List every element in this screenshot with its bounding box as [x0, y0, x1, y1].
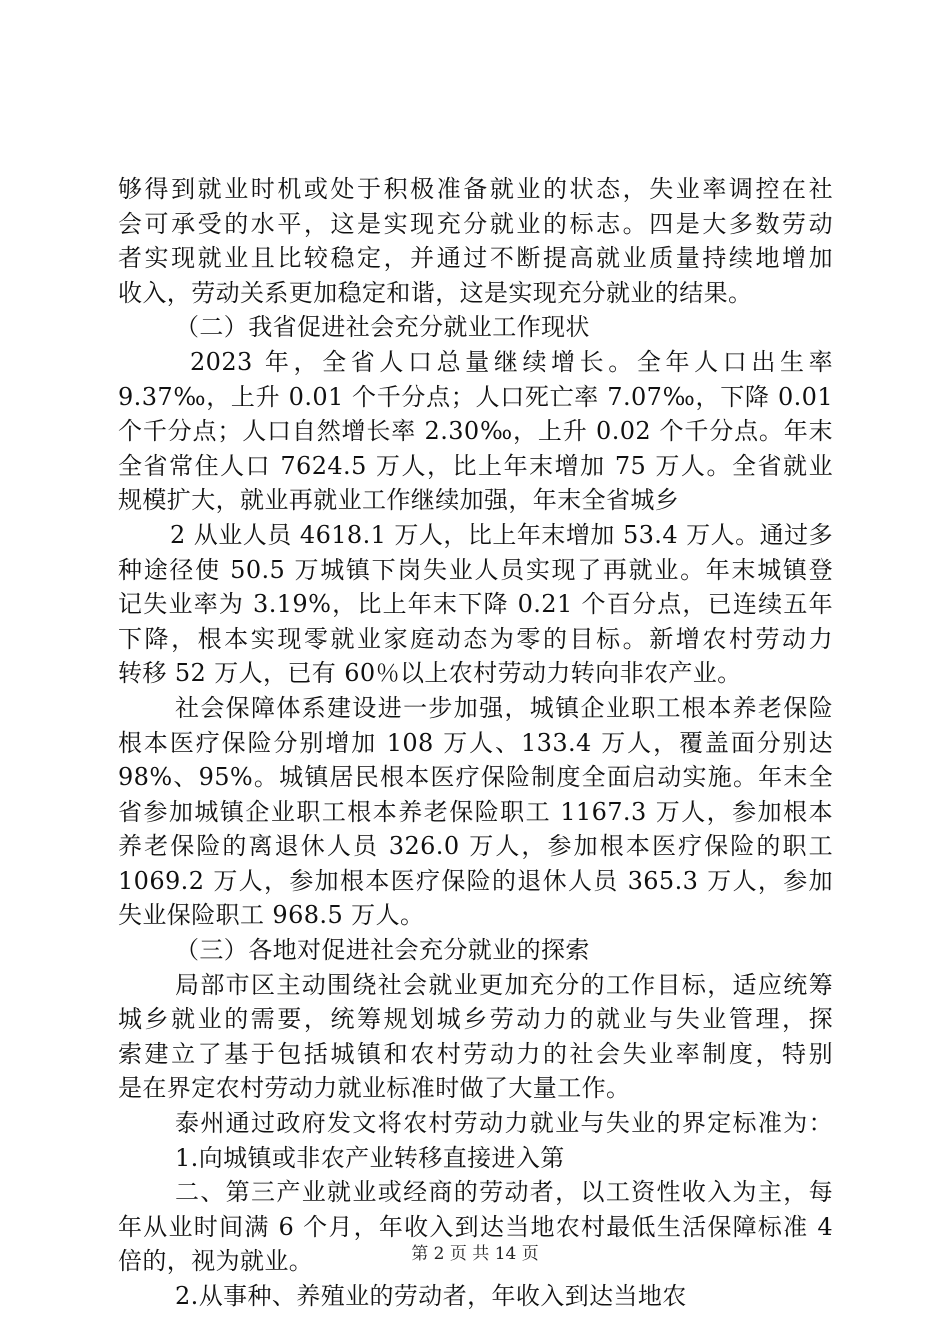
paragraph-line: 9.37‰，上升 0.01 个千分点；人口死亡率 7.07‰，下降 0.01 [118, 382, 833, 411]
paragraph-line: 局部市区主动围绕社会就业更加充分的工作目标，适应统筹 [175, 970, 833, 999]
paragraph-line: 收入，劳动关系更加稳定和谐，这是实现充分就业的结果。 [118, 278, 753, 307]
paragraph-line: 者实现就业且比较稳定，并通过不断提高就业质量持续地增加 [118, 244, 833, 273]
list-item: 1.向城镇或非农产业转移直接进入第 [175, 1143, 565, 1172]
paragraph-line: 1069.2 万人，参加根本医疗保险的退休人员 365.3 万人，参加 [118, 866, 833, 895]
paragraph-line: 二、第三产业就业或经商的劳动者，以工资性收入为主，每 [175, 1178, 833, 1207]
paragraph-line: 养老保险的离退休人员 326.0 万人，参加根本医疗保险的职工 [118, 832, 833, 861]
page-footer: 第 2 页 共 14 页 [411, 1244, 539, 1264]
paragraph-line: 2023 年，全省人口总量继续增长。全年人口出生率 [190, 347, 833, 376]
paragraph-line: 个千分点；人口自然增长率 2.30‰，上升 0.02 个千分点。年末 [118, 417, 833, 446]
paragraph-line: 社会保障体系建设进一步加强，城镇企业职工根本养老保险 [175, 693, 833, 722]
paragraph-line: 根本医疗保险分别增加 108 万人、133.4 万人，覆盖面分别达 [118, 728, 833, 757]
paragraph-line: 失业保险职工 968.5 万人。 [118, 901, 425, 930]
paragraph-line: 索建立了基于包括城镇和农村劳动力的社会失业率制度，特别 [118, 1039, 833, 1068]
paragraph-line: 是在界定农村劳动力就业标准时做了大量工作。 [118, 1074, 631, 1103]
paragraph-line: 记失业率为 3.19%，比上年末下降 0.21 个百分点，已连续五年 [118, 590, 833, 619]
paragraph-line: 省参加城镇企业职工根本养老保险职工 1167.3 万人，参加根本 [118, 797, 833, 826]
paragraph-line: 城乡就业的需要，统筹规划城乡劳动力的就业与失业管理，探 [118, 1005, 833, 1034]
paragraph-line: 泰州通过政府发文将农村劳动力就业与失业的界定标准为： [175, 1109, 833, 1138]
list-item: 2.从事种、养殖业的劳动者，年收入到达当地农 [175, 1282, 687, 1310]
paragraph-line: 够得到就业时机或处于积极准备就业的状态，失业率调控在社 [118, 175, 833, 203]
paragraph-line: 会可承受的水平，这是实现充分就业的标志。四是大多数劳动 [118, 209, 833, 238]
paragraph-line: 规模扩大，就业再就业工作继续加强，年末全省城乡 [118, 486, 680, 515]
section-heading: （三）各地对促进社会充分就业的探索 [175, 936, 590, 965]
paragraph-line: 98%、95%。城镇居民根本医疗保险制度全面启动实施。年末全 [118, 763, 833, 792]
paragraph-line: 下降，根本实现零就业家庭动态为零的目标。新增农村劳动力 [118, 624, 833, 653]
paragraph-line: 转移 52 万人，已有 60％以上农村劳动力转向非农产业。 [118, 659, 742, 688]
paragraph-line: 倍的，视为就业。 [118, 1247, 314, 1276]
paragraph-line: 全省常住人口 7624.5 万人，比上年末增加 75 万人。全省就业 [118, 451, 833, 480]
document-body [118, 172, 833, 1314]
paragraph-line: 2 从业人员 4618.1 万人，比上年末增加 53.4 万人。通过多 [170, 520, 833, 549]
paragraph-line: 年从业时间满 6 个月，年收入到达当地农村最低生活保障标准 4 [118, 1212, 833, 1241]
paragraph-line: 种途径使 50.5 万城镇下岗失业人员实现了再就业。年末城镇登 [118, 555, 833, 584]
section-heading: （二）我省促进社会充分就业工作现状 [175, 313, 590, 342]
